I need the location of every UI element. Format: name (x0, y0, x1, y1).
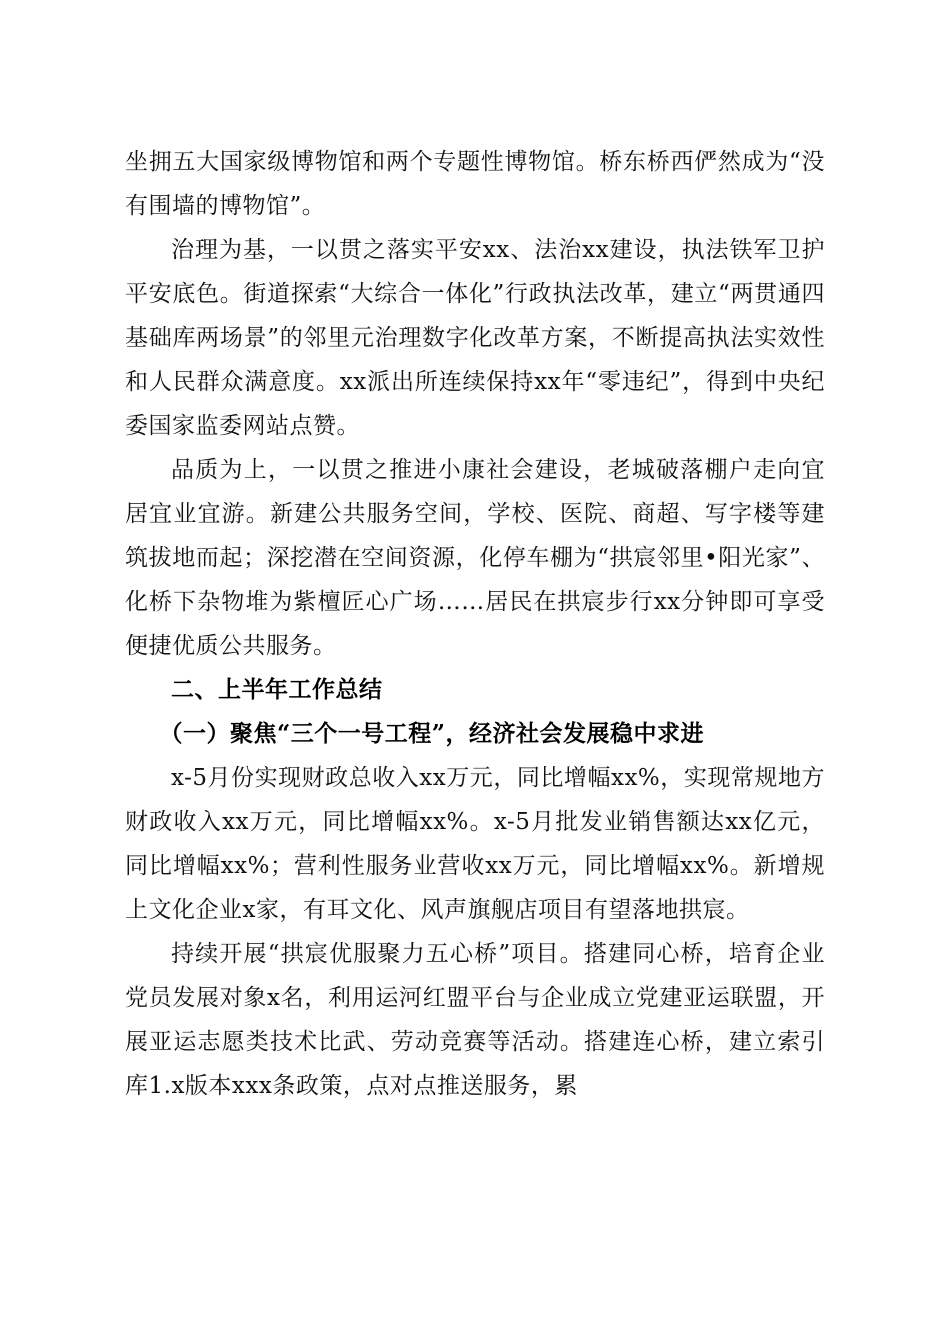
document-body (125, 140, 825, 1108)
paragraph-five-bridges: 持续开展“拱宸优服聚力五心桥”项目。搭建同心桥，培育企业党员发展对象x名，利用运河红盟平台与企业成立党建亚运联盟，开展亚运志愿类技术比武、劳动竞赛等活动。搭建连心桥，建立索引库1.x版本xxx条政策，点对点推送服务，累 (125, 941, 825, 1099)
section-heading: 二、上半年工作总结 (171, 677, 383, 703)
paragraph-governance: 治理为基，一以贯之落实平安xx、法治xx建设，执法铁军卫护平安底色。街道探索“大综合一体化”行政执法改革，建立“两贯通四基础库两场景”的邻里元治理数字化改革方案，不断提高执法实效性和人民群众满意度。xx派出所连续保持xx年“零违纪”，得到中央纪委国家监委网站点赞。 (125, 237, 825, 439)
subsection-heading: （一）聚焦“三个一号工程”，经济社会发展稳中求进 (159, 720, 704, 747)
paragraph-museums: 坐拥五大国家级博物馆和两个专题性博物馆。桥东桥西俨然成为“没有围墙的博物馆”。 (125, 149, 825, 219)
paragraph-finance: x-5月份实现财政总收入xx万元，同比增幅xx%，实现常规地方财政收入xx万元，同比增幅xx%。x-5月批发业销售额达xx亿元，同比增幅xx%；营利性服务业营收xx万元，同比增幅xx%。新增规上文化企业x家，有耳文化、风声旗舰店项目有望落地拱宸。 (125, 765, 825, 923)
paragraph-quality: 品质为上，一以贯之推进小康社会建设，老城破落棚户走向宜居宜业宜游。新建公共服务空间，学校、医院、商超、写字楼等建筑拔地而起；深挖潜在空间资源，化停车棚为“拱宸邻里•阳光家”、化桥下杂物堆为紫檀匠心广场……居民在拱宸步行xx分钟即可享受便捷优质公共服务。 (125, 457, 825, 659)
